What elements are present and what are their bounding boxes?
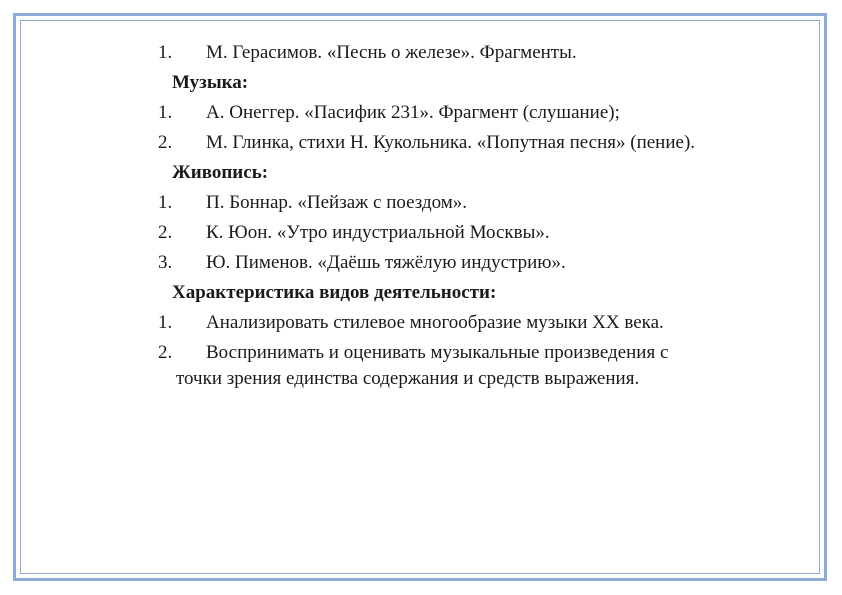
list-item-text: К. Юон. «Утро индустриальной Москвы». — [206, 222, 550, 243]
list-item-text: М. Глинка, стихи Н. Кукольника. «Попутная песня» (пение). — [206, 132, 696, 153]
list-item — [158, 100, 718, 126]
list-item — [158, 340, 718, 392]
list-item — [158, 190, 718, 216]
list-item-text: А. Онеггер. «Пасифик 231». Фрагмент (слушание); — [206, 102, 620, 123]
list-item-number: 1. — [158, 192, 173, 213]
list-item-text: Воспринимать и оценивать музыкальные произведения с точки зрения единства содержания и средств выражения. — [176, 342, 669, 389]
list-item-text: Ю. Пименов. «Даёшь тяжёлую индустрию». — [206, 252, 566, 273]
list-item-text: П. Боннар. «Пейзаж с поездом». — [206, 192, 468, 213]
list-item-number: 2. — [158, 222, 173, 243]
section-heading-music: Музыка: — [172, 72, 249, 93]
list-item — [158, 310, 718, 336]
list-item-number: 2. — [158, 132, 173, 153]
list-item — [158, 40, 718, 66]
list-item-number: 1. — [158, 312, 173, 333]
list-item-text: М. Герасимов. «Песнь о железе». Фрагменты. — [206, 42, 577, 63]
list-item-text: Анализировать стилевое многообразие музыки XX века. — [206, 312, 664, 333]
section-heading-activities: Характеристика видов деятельности: — [172, 282, 497, 303]
list-item — [158, 220, 718, 246]
list-item-number: 1. — [158, 42, 173, 63]
list-item-number: 3. — [158, 252, 173, 273]
list-item-number: 1. — [158, 102, 173, 123]
list-item — [158, 250, 718, 276]
document-body — [158, 40, 718, 396]
list-item-number: 2. — [158, 342, 173, 363]
section-heading-painting: Живопись: — [172, 162, 269, 183]
list-item — [158, 130, 718, 156]
